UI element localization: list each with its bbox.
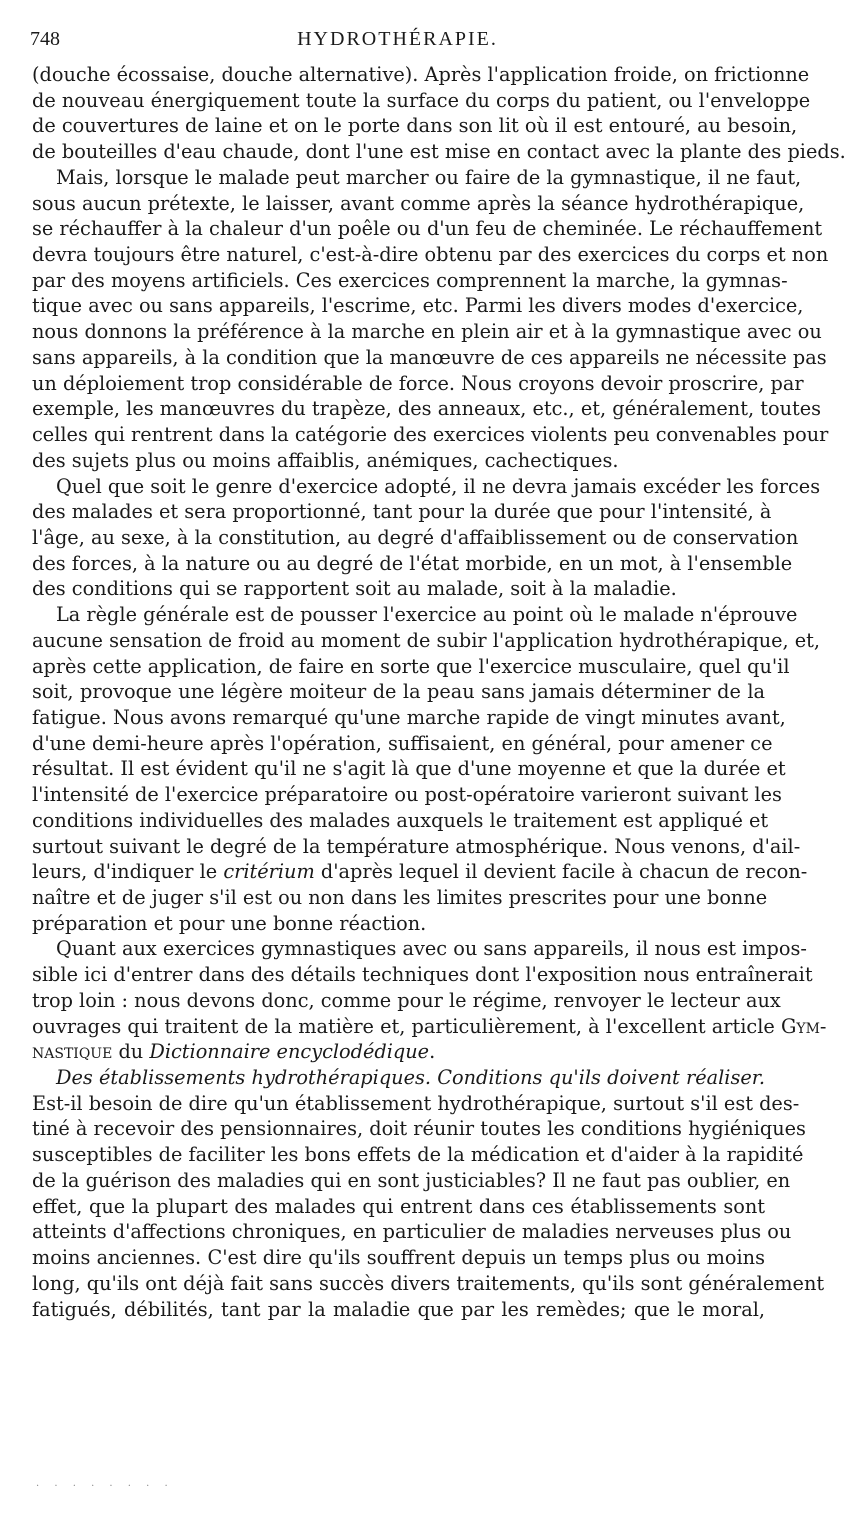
text-line: sans appareils, à la condition que la manœuvre de ces appareils ne nécessite pas [32, 345, 827, 369]
text-line: La règle générale est de pousser l'exercice au point où le malade n'éprouve [56, 603, 798, 627]
text-line [32, 859, 808, 885]
text-line: de nouveau énergiquement toute la surface du corps du patient, ou l'enveloppe [32, 88, 811, 112]
page-header [30, 28, 765, 58]
text-line: fatigue. Nous avons remarqué qu'une marche rapide de vingt minutes avant, [32, 705, 786, 729]
text-segment: du [112, 1040, 150, 1064]
text-line: Est-il besoin de dire qu'un établissement hydrothérapique, surtout s'il est des- [32, 1091, 800, 1115]
text-line: surtout suivant le degré de la température atmosphérique. Nous venons, d'ail- [32, 834, 801, 858]
text-line: des conditions qui se rapportent soit au malade, soit à la maladie. [32, 577, 677, 601]
text-line: des sujets plus ou moins affaiblis, anémiques, cachectiques. [32, 448, 619, 472]
text-line: aucune sensation de froid au moment de subir l'application hydrothérapique, et, [32, 628, 821, 652]
text-line: Quant aux exercices gymnastiques avec ou sans appareils, il nous est impos- [56, 937, 807, 961]
text-line: Quel que soit le genre d'exercice adopté, il ne devra jamais excéder les forces [56, 474, 821, 498]
text-line: de la guérison des maladies qui en sont justiciables? Il ne faut pas oublier, en [32, 1168, 791, 1192]
text-line: de couvertures de laine et on le porte dans son lit où il est entouré, au besoin, [32, 114, 798, 138]
text-line: effet, que la plupart des malades qui entrent dans ces établissements sont [32, 1194, 765, 1218]
text-line: moins anciennes. C'est dire qu'ils souffrent depuis un temps plus ou moins [32, 1246, 765, 1270]
italic-text: Dictionnaire encyclodédique [149, 1040, 430, 1064]
text-line: susceptibles de faciliter les bons effets de la médication et d'aider à la rapidité [32, 1143, 804, 1167]
text-line: exemple, les manœuvres du trapèze, des anneaux, etc., et, généralement, toutes [32, 397, 822, 421]
text-line [32, 1065, 765, 1091]
text-line: atteints d'affections chroniques, en particulier de maladies nerveuses plus ou [32, 1220, 792, 1244]
text-line: résultat. Il est évident qu'il ne s'agit là que d'une moyenne et que la durée et [32, 757, 786, 781]
small-caps-text: Gym- [780, 1014, 827, 1038]
text-line: de bouteilles d'eau chaude, dont l'une est mise en contact avec la plante des pieds. [32, 140, 846, 164]
text-line: conditions individuelles des malades auxquels le traitement est appliqué et [32, 808, 769, 832]
text-line: un déploiement trop considérable de force. Nous croyons devoir proscrire, par [32, 371, 804, 395]
text-line: tiné à recevoir des pensionnaires, doit réunir toutes les conditions hygiéniques [32, 1117, 806, 1141]
page-number: 748 [30, 28, 60, 50]
text-line: Mais, lorsque le malade peut marcher ou faire de la gymnastique, il ne faut, [56, 165, 802, 189]
text-line: soit, provoque une légère moiteur de la peau sans jamais déterminer de la [32, 680, 765, 704]
text-line [32, 1039, 765, 1065]
text-segment: leurs, d'indiquer le [32, 860, 224, 884]
footer-marks: . . . . . . . . [36, 1478, 174, 1489]
text-line: sous aucun prétexte, le laisser, avant comme après la séance hydrothérapique, [32, 191, 805, 215]
text-line: trop loin : nous devons donc, comme pour le régime, renvoyer le lecteur aux [32, 988, 781, 1012]
text-line: sible ici d'entrer dans des détails techniques dont l'exposition nous entraînerait [32, 963, 813, 987]
running-title: HYDROTHÉRAPIE. [297, 28, 498, 50]
text-line: devra toujours être naturel, c'est-à-dire obtenu par des exercices du corps et non [32, 243, 829, 267]
text-line: long, qu'ils ont déjà fait sans succès divers traitements, qu'ils sont généralement [32, 1271, 825, 1295]
text-line: naître et de juger s'il est ou non dans les limites prescrites pour une bonne [32, 886, 768, 909]
text-segment: d'après lequel il devient facile à chacun de recon- [314, 860, 808, 884]
text-line: par des moyens artificiels. Ces exercices comprennent la marche, la gymnas- [32, 268, 788, 292]
text-line: celles qui rentrent dans la catégorie des exercices violents peu convenables pour [32, 423, 829, 447]
text-line: des forces, à la nature ou au degré de l'état morbide, en un mot, à l'ensemble [32, 551, 793, 575]
text-line: des malades et sera proportionné, tant pour la durée que pour l'intensité, à [32, 500, 772, 524]
text-line: (douche écossaise, douche alternative). Après l'application froide, on frictionne [32, 63, 810, 86]
text-line [32, 1014, 827, 1040]
text-line: nous donnons la préférence à la marche en plein air et à la gymnastique avec ou [32, 320, 822, 344]
body-text [32, 62, 846, 1322]
text-segment: ouvrages qui traitent de la matière et, particulièrement, à l'excellent article [32, 1014, 781, 1038]
small-caps-text: nastique [32, 1040, 113, 1064]
text-segment: . [429, 1040, 436, 1064]
text-line: l'intensité de l'exercice préparatoire ou post-opératoire varieront suivant les [32, 783, 782, 807]
text-line: d'une demi-heure après l'opération, suffisaient, en général, pour amener ce [32, 731, 773, 755]
italic-text: critérium [223, 860, 315, 884]
text-line: tique avec ou sans appareils, l'escrime, etc. Parmi les divers modes d'exercice, [32, 294, 804, 318]
text-line: préparation et pour une bonne réaction. [32, 911, 427, 935]
text-line: se réchauffer à la chaleur d'un poêle ou d'un feu de cheminée. Le réchauffement [32, 217, 823, 241]
text-line: après cette application, de faire en sorte que l'exercice musculaire, quel qu'il [32, 654, 790, 678]
italic-text: Des établissements hydrothérapiques. Conditions qu'ils doivent réaliser. [56, 1066, 765, 1090]
text-line: fatigués, débilités, tant par la maladie que par les remèdes; que le moral, [32, 1297, 765, 1321]
text-line: l'âge, au sexe, à la constitution, au degré d'affaiblissement ou de conservation [32, 525, 799, 549]
